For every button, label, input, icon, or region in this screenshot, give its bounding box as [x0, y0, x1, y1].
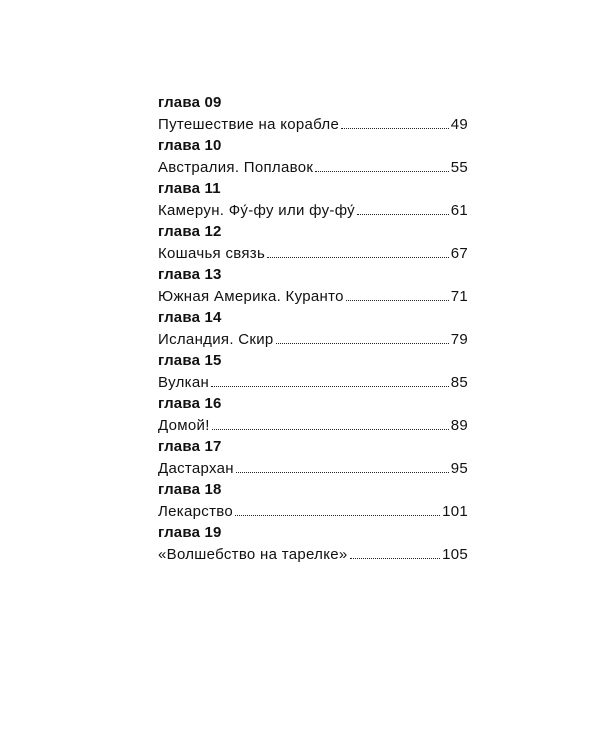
toc-line [158, 286, 468, 308]
chapter-number: глава 10 [158, 137, 222, 154]
toc-line [158, 458, 468, 480]
chapter-title: Вулкан [158, 373, 210, 391]
dot-leader [267, 257, 449, 258]
chapter-title: Кошачья связь [158, 244, 266, 262]
chapter-title: Домой! [158, 416, 210, 434]
toc-line [158, 544, 468, 566]
toc-entry [158, 135, 468, 178]
dot-leader [211, 386, 449, 387]
page-number: 49 [450, 115, 468, 133]
chapter-number: глава 18 [158, 481, 222, 498]
chapter-title: Исландия. Скир [158, 330, 274, 348]
page-number: 79 [450, 330, 468, 348]
dot-leader [341, 128, 449, 129]
toc-line [158, 501, 468, 523]
toc-entry [158, 436, 468, 479]
dot-leader [276, 343, 449, 344]
chapter-number: глава 12 [158, 223, 222, 240]
page-number: 85 [450, 373, 468, 391]
toc-line [158, 372, 468, 394]
dot-leader [350, 558, 441, 559]
toc-line [158, 243, 468, 265]
toc-line [158, 114, 468, 136]
toc-line [158, 157, 468, 179]
toc-entry [158, 393, 468, 436]
chapter-title: Лекарство [158, 502, 233, 520]
toc-entry [158, 221, 468, 264]
toc-entry [158, 479, 468, 522]
toc-line [158, 415, 468, 437]
toc-entry [158, 264, 468, 307]
chapter-title: Южная Америка. Куранто [158, 287, 344, 305]
chapter-number: глава 17 [158, 438, 222, 455]
page-number: 67 [450, 244, 468, 262]
chapter-title: «Волшебство на тарелке» [158, 545, 348, 563]
chapter-title: Дастархан [158, 459, 234, 477]
chapter-number: глава 19 [158, 524, 222, 541]
toc-entry [158, 178, 468, 221]
chapter-title: Камерун. Фу́-фу или фу-фу́ [158, 201, 355, 219]
chapter-number: глава 15 [158, 352, 222, 369]
page-number: 71 [450, 287, 468, 305]
dot-leader [235, 515, 440, 516]
page-number: 105 [442, 545, 468, 563]
table-of-contents [158, 92, 468, 565]
chapter-number: глава 16 [158, 395, 222, 412]
chapter-number: глава 09 [158, 94, 222, 111]
page-number: 61 [450, 201, 468, 219]
chapter-title: Австралия. Поплавок [158, 158, 314, 176]
page-number: 89 [450, 416, 468, 434]
chapter-number: глава 13 [158, 266, 222, 283]
chapter-title: Путешествие на корабле [158, 115, 340, 133]
page-number: 101 [442, 502, 468, 520]
toc-entry [158, 307, 468, 350]
dot-leader [357, 214, 449, 215]
dot-leader [346, 300, 449, 301]
dot-leader [236, 472, 449, 473]
chapter-number: глава 11 [158, 180, 221, 197]
page-number: 55 [450, 158, 468, 176]
page-number: 95 [450, 459, 468, 477]
toc-entry [158, 92, 468, 135]
toc-line [158, 200, 468, 222]
dot-leader [212, 429, 449, 430]
toc-entry [158, 350, 468, 393]
chapter-number: глава 14 [158, 309, 222, 326]
toc-entry [158, 522, 468, 565]
toc-line [158, 329, 468, 351]
dot-leader [315, 171, 449, 172]
